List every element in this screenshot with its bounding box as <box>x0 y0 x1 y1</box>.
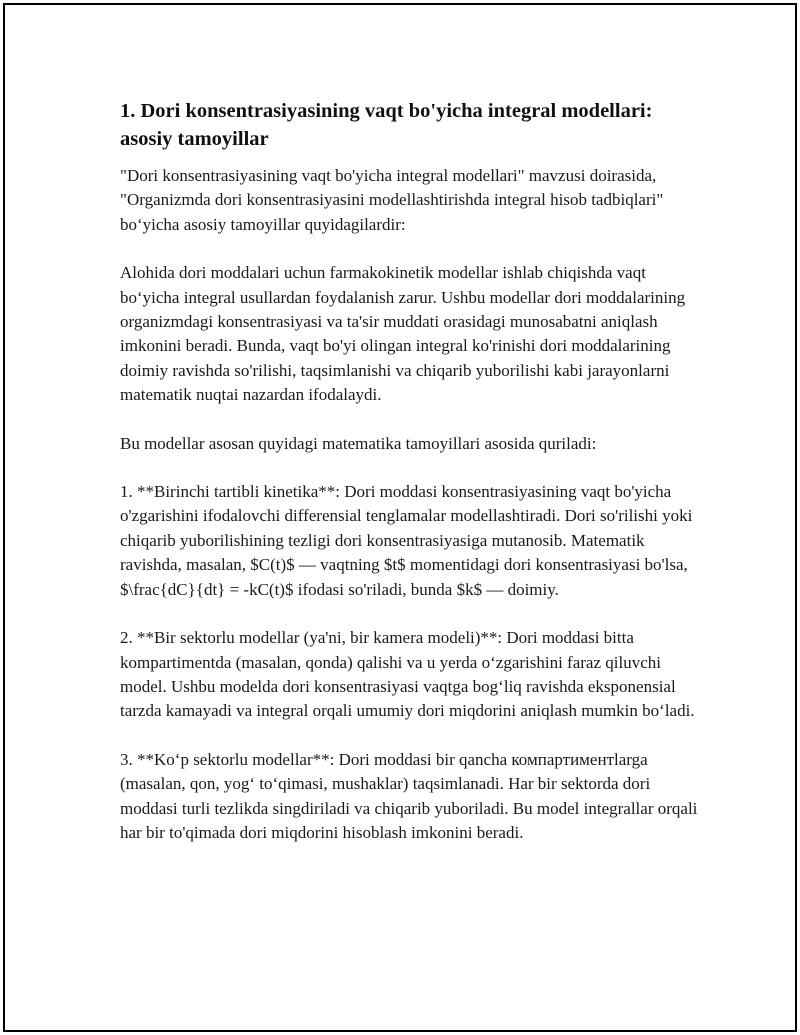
paragraph-spacer <box>120 602 700 626</box>
paragraph-principles-lead: Bu modellar asosan quyidagi matematika tamoyillari asosida quriladi: <box>120 433 597 453</box>
list-item-one-compartment-model: 2. **Bir sektorlu modellar (ya'ni, bir kamera modeli)**: Dori moddasi bitta kompartimentda (masalan, qonda) qalishi va u yerda o‘zgarishini faraz qiluvchi model. Ushbu modelda dori konsentrasiyasi vaqtga bog‘liq ravishda eksponensial tarzda kamayadi va integral orqali umumiy dori miqdorini aniqlash mumkin bo‘ladi. <box>120 628 695 721</box>
document-title: 1. Dori konsentrasiyasining vaqt bo'yicha integral modellari: asosiy tamoyillar <box>120 100 653 150</box>
list-item-first-order-kinetics: 1. **Birinchi tartibli kinetika**: Dori moddasi konsentrasiyasining vaqt bo'yicha o'zgarishini ifodalovchi differensial tenglamalar modellashtiradi. Dori so'rilishi yoki chiqarib yuborilishining tezligi dori konsentrasiyasiga mutanosib. Matematik ravishda, masalan, $C(t)$ — vaqtning $t$ momentidagi dori konsentrasiyasi bo'lsa, $\frac{dC}{dt} = -kC(t)$ ifodasi so'riladi, bunda $k$ — doimiy. <box>120 482 693 599</box>
document-body <box>120 97 700 845</box>
paragraph-spacer <box>120 456 700 480</box>
paragraph-spacer <box>120 724 700 748</box>
paragraph-spacer <box>120 408 700 432</box>
page-border <box>3 3 797 1032</box>
paragraph-intro: "Dori konsentrasiyasining vaqt bo'yicha integral modellari" mavzusi doirasida, "Organizmda dori konsentrasiyasini modellashtirishda integral hisob tadbiqlari" bo‘yicha asosiy tamoyillar quyidagilardir: <box>120 166 664 234</box>
paragraph-pharmacokinetic-models: Alohida dori moddalari uchun farmakokinetik modellar ishlab chiqishda vaqt bo‘yicha integral usullardan foydalanish zarur. Ushbu modellar dori moddalarining organizmdagi konsentrasiyasi va ta'sir muddati orasidagi munosabatni aniqlash imkonini beradi. Bunda, vaqt bo'yi olingan integral ko'rinishi dori moddalarining doimiy ravishda so'rilishi, taqsimlanishi va chiqarib yuborilishi kabi jarayonlarni matematik nuqtai nazardan ifodalaydi. <box>120 263 686 405</box>
paragraph-spacer <box>120 237 700 261</box>
list-item-multi-compartment-model: 3. **Ko‘p sektorlu modellar**: Dori moddasi bir qancha компартиментlarga (masalan, qon, yog‘ to‘qimasi, mushaklar) taqsimlanadi. Har bir sektorda dori moddasi turli tezlikda singdiriladi va chiqarib yuboriladi. Bu model integrallar orqali har bir to'qimada dori miqdorini hisoblash imkonini beradi. <box>120 749 698 842</box>
